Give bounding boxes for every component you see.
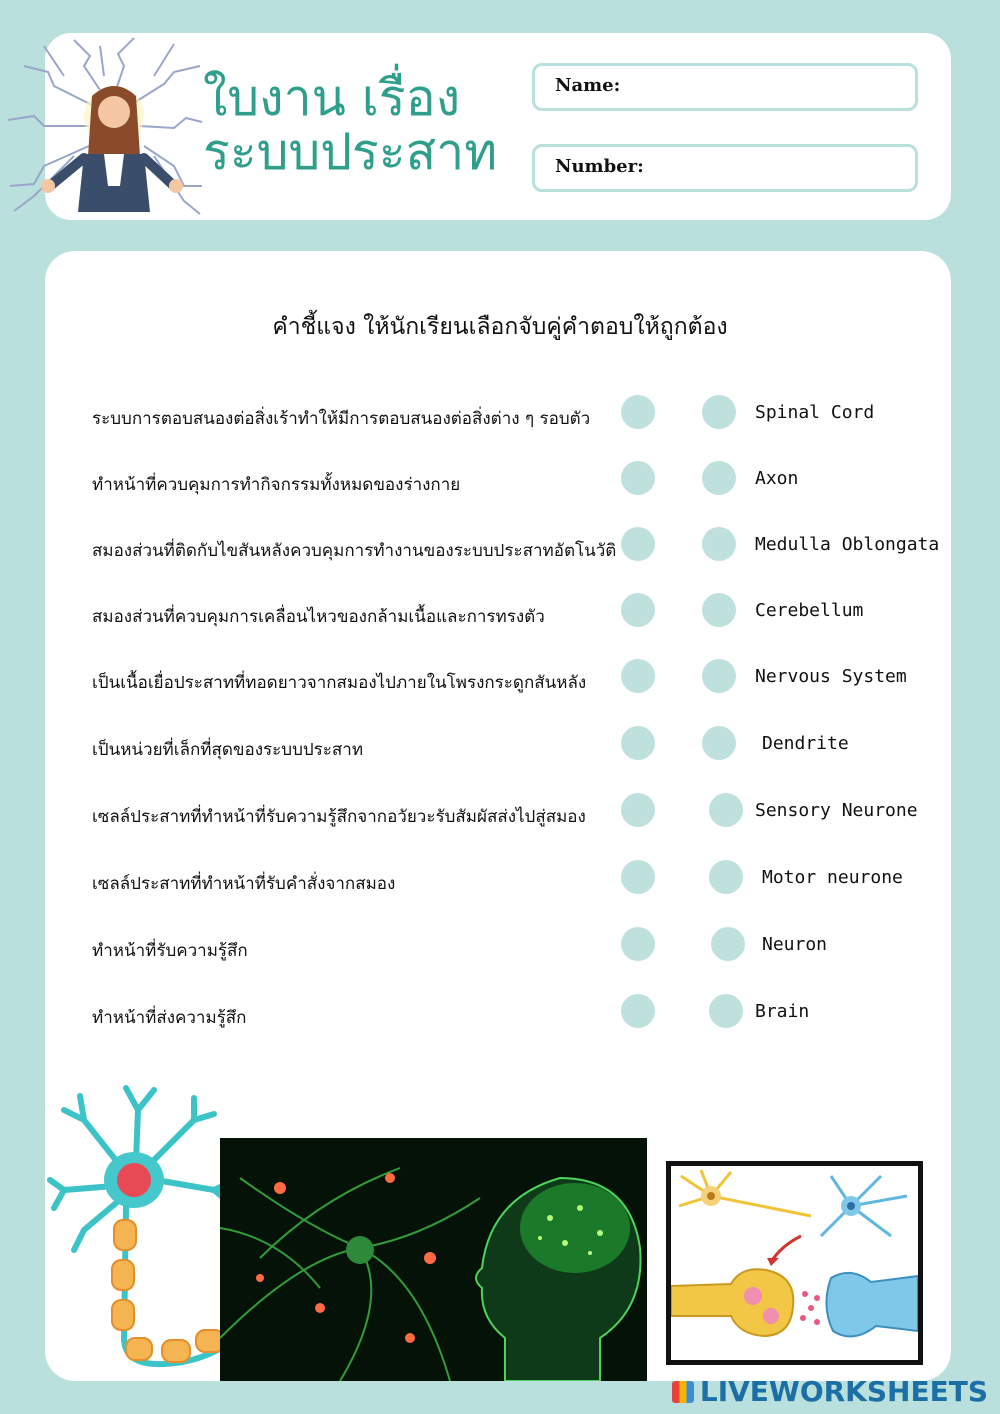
answer-text: Axon xyxy=(755,468,799,489)
name-field[interactable] xyxy=(532,63,918,111)
answer-text: Medulla Oblongata xyxy=(755,534,940,555)
worksheet-title-line1: ใบงาน เรื่อง xyxy=(203,69,461,127)
number-field[interactable] xyxy=(532,144,918,192)
match-row xyxy=(0,463,1000,503)
answer-text: Cerebellum xyxy=(755,600,864,621)
answer-text: Dendrite xyxy=(762,733,849,754)
answer-match-dot[interactable] xyxy=(709,793,743,827)
match-row xyxy=(0,529,1000,569)
question-match-dot[interactable] xyxy=(621,860,655,894)
question-match-dot[interactable] xyxy=(621,994,655,1028)
question-match-dot[interactable] xyxy=(621,461,655,495)
answer-match-dot[interactable] xyxy=(709,860,743,894)
stressed-woman-illustration xyxy=(4,36,204,216)
name-label: Name: xyxy=(555,75,621,96)
answer-match-dot[interactable] xyxy=(709,994,743,1028)
question-text: ทำหน้าที่ควบคุมการทำกิจกรรมทั้งหมดของร่างกาย xyxy=(92,475,461,495)
question-text: เซลล์ประสาทที่ทำหน้าที่รับคำสั่งจากสมอง xyxy=(92,874,396,894)
question-text: ทำหน้าที่ส่งความรู้สึก xyxy=(92,1008,247,1028)
match-row xyxy=(0,862,1000,902)
liveworksheets-icon xyxy=(672,1381,694,1403)
answer-match-dot[interactable] xyxy=(702,593,736,627)
answer-match-dot[interactable] xyxy=(702,527,736,561)
number-label: Number: xyxy=(555,156,644,177)
brain-neurons-graphic xyxy=(220,1138,647,1381)
answer-match-dot[interactable] xyxy=(711,927,745,961)
question-text: สมองส่วนที่ควบคุมการเคลื่อนไหวของกล้ามเนื้อและการทรงตัว xyxy=(92,607,545,627)
synapse-diagram xyxy=(666,1161,923,1365)
question-text: ทำหน้าที่รับความรู้สึก xyxy=(92,941,248,961)
instruction-text: คำชี้แจง ให้นักเรียนเลือกจับคู่คำตอบให้ถูกต้อง xyxy=(272,314,728,340)
footer-brand: LIVEWORKSHEETS xyxy=(699,1375,988,1408)
answer-text: Spinal Cord xyxy=(755,402,875,423)
answer-match-dot[interactable] xyxy=(702,461,736,495)
liveworksheets-logo xyxy=(672,1375,988,1408)
answer-match-dot[interactable] xyxy=(702,726,736,760)
question-match-dot[interactable] xyxy=(621,395,655,429)
question-match-dot[interactable] xyxy=(621,726,655,760)
question-match-dot[interactable] xyxy=(621,593,655,627)
answer-match-dot[interactable] xyxy=(702,659,736,693)
match-row xyxy=(0,661,1000,701)
answer-match-dot[interactable] xyxy=(702,395,736,429)
question-text: เป็นเนื้อเยื่อประสาทที่ทอดยาวจากสมองไปภายในโพรงกระดูกสันหลัง xyxy=(92,673,587,693)
match-row xyxy=(0,397,1000,437)
match-row xyxy=(0,996,1000,1036)
match-row xyxy=(0,728,1000,768)
answer-text: Sensory Neurone xyxy=(755,800,918,821)
match-row xyxy=(0,595,1000,635)
match-row xyxy=(0,929,1000,969)
answer-text: Brain xyxy=(755,1001,810,1022)
worksheet-title-line2: ระบบประสาท xyxy=(203,123,498,181)
question-text: เซลล์ประสาทที่ทำหน้าที่รับความรู้สึกจากอวัยวะรับสัมผัสส่งไปสู่สมอง xyxy=(92,807,586,827)
answer-text: Neuron xyxy=(762,934,828,955)
answer-text: Nervous System xyxy=(755,666,907,687)
question-text: เป็นหน่วยที่เล็กที่สุดของระบบประสาท xyxy=(92,740,364,760)
match-row xyxy=(0,795,1000,835)
answer-text: Motor neurone xyxy=(762,867,903,888)
question-match-dot[interactable] xyxy=(621,793,655,827)
synapse-graphic xyxy=(671,1166,918,1360)
question-match-dot[interactable] xyxy=(621,927,655,961)
question-match-dot[interactable] xyxy=(621,527,655,561)
question-text: ระบบการตอบสนองต่อสิ่งเร้าทำให้มีการตอบสนองต่อสิ่งต่าง ๆ รอบตัว xyxy=(92,409,591,429)
brain-neurons-photo xyxy=(220,1138,647,1381)
question-match-dot[interactable] xyxy=(621,659,655,693)
question-text: สมองส่วนที่ติดกับไขสันหลังควบคุมการทำงานของระบบประสาทอัตโนวัติ xyxy=(92,541,617,561)
